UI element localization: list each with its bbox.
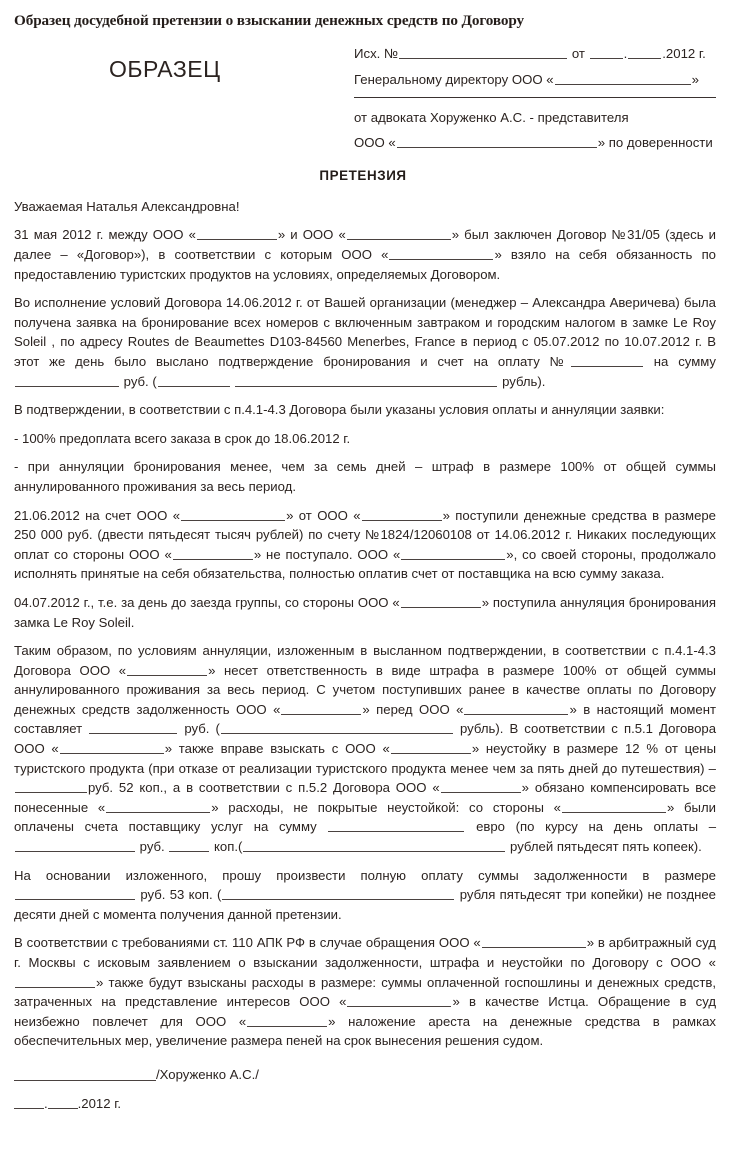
p8-text-b: » несет ответственность в виде штрафа в размере 100% от общей суммы аннулированного проживания за весь период. С учетом поступивших ранее в качестве оплаты по Договору денежных средств задолженность ООО « (14, 662, 716, 717)
document-header (14, 45, 716, 162)
p8-text-f: рубль). В соответствии с п.5.1 Договора ООО « (14, 721, 717, 757)
p6-text-b: » от ООО « (286, 507, 361, 523)
p1-text-b: » и ООО « (277, 227, 346, 243)
month-blank[interactable] (628, 47, 661, 59)
p6-blank-3[interactable] (173, 548, 253, 560)
p8-blank-9[interactable] (441, 781, 521, 793)
p2-amount-blank[interactable] (15, 375, 119, 387)
sample-stamp: ОБРАЗЕЦ (109, 56, 221, 82)
p10-blank-1[interactable] (482, 936, 586, 948)
p7-text-b: » поступила аннуляция бронирования замка Le Roy Soleil. (14, 594, 716, 630)
paragraph-contract-intro (14, 225, 716, 284)
salutation: Уважаемая Наталья Александровна! (14, 198, 240, 214)
signature-line (14, 1065, 716, 1085)
p10-text-d: » в качестве Истца. Обращение в суд неизбежно повлечет для ООО « (14, 994, 717, 1029)
signature-date-line (14, 1094, 716, 1114)
p9-blank-1[interactable] (15, 888, 135, 900)
p2-text-d: рубль). (502, 373, 546, 389)
paragraph-prepayment-term: - 100% предоплата всего заказа в срок до 18.06.2012 г. (14, 430, 351, 446)
org-prefix: ООО « (354, 134, 396, 150)
paragraph-liability (14, 641, 716, 857)
p2-words-blank-1[interactable] (158, 375, 230, 387)
paragraph-cancellation-term: - при аннуляции бронирования менее, чем за семь дней – штраф в размере 100% от общей суммы аннулированного проживания за весь период. (14, 459, 716, 494)
signatory-name: /Хоруженко А.С./ (156, 1066, 259, 1082)
p8-blank-14[interactable] (169, 840, 209, 852)
advocate-org-line (354, 136, 716, 149)
p6-text-e: », со своей стороны, продолжало исполнять принятые на себя обязательства, полностью оплатив счет от поставщика на всю сумму заказа. (14, 546, 716, 582)
p6-blank-4[interactable] (401, 548, 505, 560)
p8-blank-10[interactable] (106, 801, 210, 813)
addressee-suffix: » (691, 72, 699, 88)
stamp-column (14, 45, 354, 82)
addressee-block (354, 45, 716, 162)
p8-text-n: руб. (139, 839, 165, 855)
p2-words-blank-2[interactable] (235, 375, 497, 387)
p8-text-j: » обязано компенсировать все понесенные « (14, 780, 717, 815)
signature-blank[interactable] (14, 1068, 156, 1081)
p8-text-o: коп.( (214, 839, 243, 855)
p9-blank-2[interactable] (222, 888, 454, 900)
date-separator: . (44, 1095, 48, 1111)
outgoing-number-label: Исх. № (354, 46, 399, 61)
p8-blank-6[interactable] (60, 742, 164, 754)
p2-text-b: на сумму (653, 353, 716, 369)
p6-text-d: » не поступало. ООО « (253, 546, 401, 562)
advocate-org-blank[interactable] (397, 136, 597, 148)
p8-text-g: » также вправе взыскать с ООО « (164, 741, 390, 757)
p8-text-l: » были оплачены счета поставщику услуг на сумму (14, 799, 717, 835)
p10-text-c: » также будут взысканы расходы в размере: суммы оплаченной госпошлины и денежных средств, затраченных на представление интересов ООО « (14, 974, 716, 1010)
p9-text-c: рубля пятьдесят три копейки) не позднее десяти дней с момента получения данной претензии. (14, 887, 716, 922)
p8-blank-15[interactable] (243, 840, 505, 852)
paragraph-confirmation-terms: В подтверждении, в соответствии с п.4.1-4.3 Договора были указаны условия оплаты и аннуляции заявки: (14, 402, 665, 418)
advocate-line: от адвоката Хоруженко А.С. - представителя (354, 110, 629, 126)
addressee-prefix: Генеральному директору ООО « (354, 72, 554, 88)
p8-blank-13[interactable] (15, 840, 135, 852)
p1-blank-1[interactable] (197, 228, 277, 240)
year-suffix: .2012 г. (662, 46, 706, 61)
p8-blank-12[interactable] (328, 820, 464, 832)
section-heading: ПРЕТЕНЗИЯ (319, 167, 407, 183)
p1-blank-3[interactable] (389, 248, 493, 260)
p8-text-a: Таким образом, по условиям аннуляции, изложенным в высланном подтверждении, в соответствии с п.4.1-4.3 Договора ООО « (14, 643, 716, 678)
p2-invoice-blank[interactable] (571, 355, 643, 367)
p8-text-i: руб. 52 коп., а в соответствии с п.5.2 Договора ООО « (88, 780, 440, 796)
outgoing-number-blank[interactable] (399, 47, 567, 59)
p10-text-e: » наложение ареста на денежные средства в рамках обеспечительных мер, увеличение размера пеней на срок вынесения решения судом. (14, 1013, 716, 1049)
p8-text-p: рублей пятьдесят пять копеек). (510, 839, 702, 855)
p8-blank-3[interactable] (464, 703, 568, 715)
p2-text-a: Во исполнение условий Договора 14.06.2012 г. от Вашей организации (менеджер – Александра Аверичева) была получена заявка на бронирование всех номеров с включенным завтраком и городским налогом в замке Le Roy Soleil , по адресу Routes de Beaumettes D103-84560 Menerbes, France в период с 05.07.2012 по 10.07.2012 г. В этот же день было выслано подтверждение бронирования и счет на оплату № (14, 295, 716, 369)
p10-text-a: В соответствии с требованиями ст. 110 АПК РФ в случае обращения ООО « (14, 935, 481, 951)
p7-text-a: 04.07.2012 г., т.е. за день до заезда группы, со стороны ООО « (14, 594, 400, 610)
p1-text-c: » был заключен Договор №31/05 (здесь и далее – «Договор»), в соответствии с которым ООО « (14, 227, 716, 262)
from-label: от (571, 46, 585, 61)
org-suffix: » по доверенности (597, 134, 713, 150)
p8-blank-7[interactable] (391, 742, 471, 754)
p9-text-b: руб. 53 коп. ( (140, 887, 222, 903)
p1-text-a: 31 мая 2012 г. между ООО « (14, 227, 196, 243)
p8-text-c: » перед ООО « (362, 701, 464, 717)
signature-year-suffix: .2012 г. (77, 1095, 122, 1111)
p6-blank-2[interactable] (362, 509, 442, 521)
p8-text-k: » расходы, не покрытые неустойкой: со стороны « (211, 799, 561, 815)
p7-blank-1[interactable] (401, 596, 481, 608)
p6-text-c: » поступили денежные средства в размере 250 000 руб. (двести пятьдесят тысяч рублей) по счету №1824/12060108 от 14.06.2012 г. Никаких последующих оплат со стороны ООО « (14, 507, 716, 562)
p1-text-d: » взяло на себя обязанность по предоставлению туристских продуктов на условиях, определяемых Договором. (14, 247, 716, 282)
signature-month-blank[interactable] (48, 1097, 78, 1109)
p8-blank-2[interactable] (281, 703, 361, 715)
page-title: Образец досудебной претензии о взыскании денежных средств по Договору (14, 12, 525, 29)
paragraph-payment-received (14, 506, 716, 584)
p10-blank-3[interactable] (347, 995, 451, 1007)
p1-blank-2[interactable] (347, 228, 451, 240)
p10-blank-4[interactable] (247, 1015, 327, 1027)
p8-blank-11[interactable] (562, 801, 666, 813)
p10-blank-2[interactable] (15, 976, 95, 988)
signature-block (14, 1065, 716, 1113)
paragraph-booking-request (14, 293, 716, 391)
p8-blank-8[interactable] (15, 781, 87, 793)
p2-text-c: руб. ( (123, 373, 157, 389)
p6-blank-1[interactable] (181, 509, 285, 521)
addressee-blank[interactable] (555, 73, 691, 85)
document-body (14, 197, 716, 1113)
addressee-divider (354, 97, 716, 98)
outgoing-number-line: Исх. № от . .2012 г. (354, 46, 706, 61)
p10-text-b: » в арбитражный суд г. Москвы с исковым заявлением о взыскании задолженности, штрафа и неустойки по Договору с ООО « (14, 935, 716, 970)
signature-day-blank[interactable] (14, 1097, 44, 1109)
paragraph-court-warning (14, 933, 716, 1051)
p8-text-d: » в настоящий момент составляет (14, 701, 717, 737)
p8-text-h: » неустойку в размере 12 % от цены туристского продукта (при отказе от реализации туристского продукта менее чем за пять дней до путешествия) – (14, 741, 717, 776)
p9-text-a: На основании изложенного, прошу произвести полную оплату суммы задолженности в размере (14, 867, 716, 883)
p8-text-m: евро (по курсу на день оплаты – (476, 819, 717, 835)
p8-text-e: руб. ( (184, 721, 220, 737)
addressee-line (354, 73, 716, 86)
p6-text-a: 21.06.2012 на счет ООО « (14, 507, 181, 523)
p8-blank-1[interactable] (127, 664, 207, 676)
day-blank[interactable] (590, 47, 623, 59)
paragraph-demand (14, 866, 716, 925)
p8-blank-4[interactable] (89, 722, 177, 734)
paragraph-cancellation-notice (14, 593, 716, 632)
p8-blank-5[interactable] (221, 722, 453, 734)
